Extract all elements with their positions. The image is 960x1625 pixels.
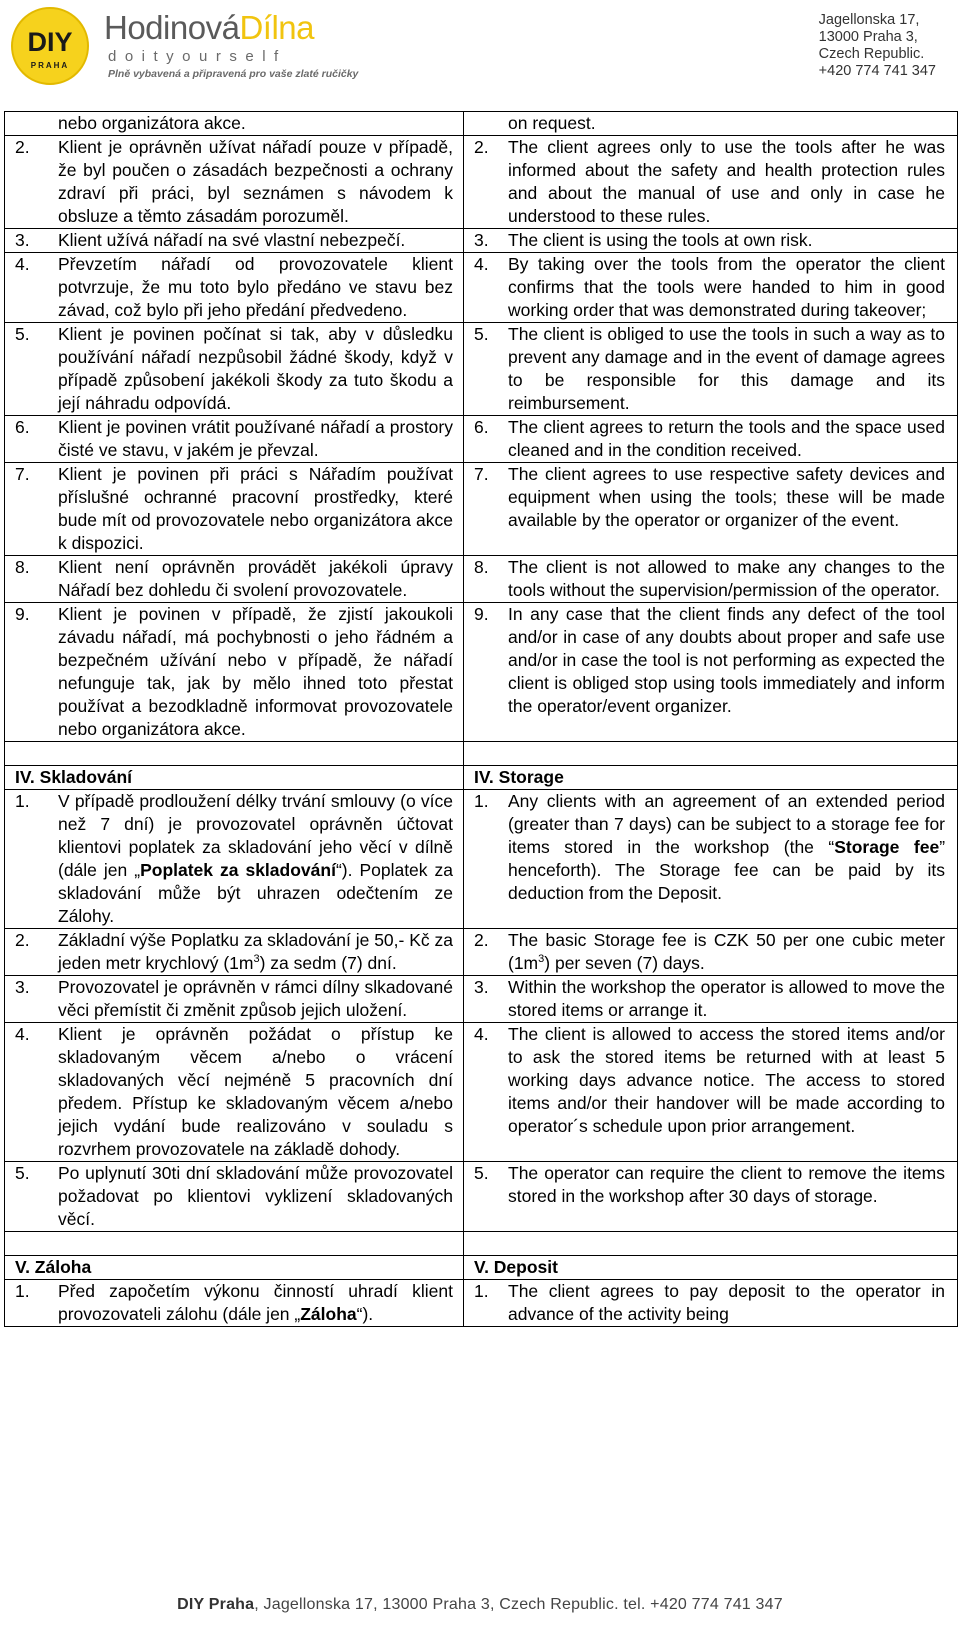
cz-cell [5, 1162, 464, 1232]
defined-term: Poplatek za skladování [140, 860, 336, 880]
clause-text: Po uplynutí 30ti dní skladování může provozovatel požadovat po klientovi vyklizení skladovaných věcí. [58, 1163, 453, 1229]
clause-text: The client is obliged to use the tools in such a way as to prevent any damage and in the event of damage agrees to be responsible for this damage and its reimbursement. [508, 324, 945, 413]
clause-item [5, 976, 463, 1022]
en-cell [464, 463, 958, 556]
empty-row [5, 742, 463, 765]
address-line: +420 774 741 347 [818, 63, 936, 79]
clause-item [464, 253, 957, 322]
clause-text: Within the workshop the operator is allowed to move the stored items or arrange it. [508, 977, 945, 1020]
table-row [5, 929, 958, 976]
clause-number: 1. [474, 791, 489, 811]
cz-cell [5, 463, 464, 556]
en-cell [464, 1232, 958, 1256]
table-row [5, 229, 958, 253]
clause-item [5, 136, 463, 228]
cz-cell [5, 976, 464, 1023]
clause-text [508, 790, 945, 905]
clause-text: The client is allowed to access the stored items and/or to ask the stored items be returned with at least 5 working days advance notice. The access to stored items and/or their handover will be made according to operator´s schedule upon prior arrangement. [508, 1024, 945, 1136]
clause-text-part: Any clients with an agreement of an extended period (greater than 7 days) can be subject to a storage fee for items stored in the workshop (the “ [508, 791, 945, 857]
clause-number: 3. [15, 230, 30, 250]
continued-text: nebo organizátora akce. [58, 113, 246, 133]
clause-text: By taking over the tools from the operator the client confirms that the tools were handed to him in good working order that was demonstrated during takeover; [508, 254, 945, 320]
clause-number: 4. [15, 1024, 30, 1044]
clause-number: 5. [15, 1163, 30, 1183]
table-row [5, 1023, 958, 1162]
terms-table [4, 111, 958, 1327]
table-row [5, 253, 958, 323]
clause-text-part: The basic Storage fee is CZK 50 per one cubic meter (1m [508, 930, 945, 973]
en-cell [464, 1023, 958, 1162]
table-row [5, 112, 958, 136]
clause-text-part: Před započetím výkonu činností uhradí klient provozovateli zálohu (dále jen „ [58, 1281, 453, 1324]
en-cell [464, 766, 958, 790]
clause-text: Klient je oprávněn užívat nářadí pouze v případě, že byl poučen o zásadách bezpečnosti a ochrany zdraví při práci, byl seznámen s návodem k obsluze a těmto zásadám porozuměl. [58, 137, 453, 226]
brand-name [104, 8, 358, 48]
clause-text [58, 1280, 453, 1326]
clause-number: 1. [15, 1281, 30, 1301]
clause-number: 2. [15, 137, 30, 157]
footer-company: DIY Praha [177, 1596, 255, 1613]
clause-text: In any case that the client finds any defect of the tool and/or in case of any doubts about proper and safe use and/or in case the tool is not performing as expected the client is obliged stop using tools immediately and inform the operator/event organizer. [508, 604, 945, 716]
clause-text-part: ) per seven (7) days. [544, 953, 705, 973]
en-cell [464, 1280, 958, 1327]
table-row [5, 766, 958, 790]
cz-cell [5, 790, 464, 929]
table-row [5, 416, 958, 463]
clause-number: 9. [474, 604, 489, 624]
clause-item [464, 603, 957, 718]
clause-item [464, 323, 957, 415]
clause-item [464, 790, 957, 905]
en-cell [464, 253, 958, 323]
brand-name-b: Dílna [239, 9, 314, 46]
clause-item [5, 323, 463, 415]
clause-text-part: “). Poplatek za skladování může být uhrazen odečtením ze Zálohy. [58, 860, 454, 926]
en-cell [464, 929, 958, 976]
cz-cell [5, 766, 464, 790]
section-heading: V. Deposit [474, 1257, 558, 1277]
clause-text-part: ) za sedm (7) dní. [259, 953, 397, 973]
address-line: 13000 Praha 3, [818, 29, 918, 45]
table-row [5, 790, 958, 929]
clause-number: 4. [474, 1024, 489, 1044]
logo-text: DIY [27, 27, 73, 57]
cz-cell [5, 323, 464, 416]
clause-item [5, 229, 463, 252]
en-cell [464, 323, 958, 416]
en-cell [464, 112, 958, 136]
defined-term: Záloha [300, 1304, 357, 1324]
clause-text: The client agrees only to use the tools after he was informed about the safety and health protection rules and about the manual of use and only in case he understood to these rules. [508, 137, 945, 226]
superscript: 3 [253, 953, 260, 966]
cz-cell [5, 929, 464, 976]
empty-row [464, 1232, 957, 1255]
en-cell [464, 790, 958, 929]
clause-item [5, 929, 463, 975]
clause-item [464, 1162, 957, 1208]
clause-number: 7. [474, 464, 489, 484]
cz-cell [5, 556, 464, 603]
clause-item [464, 556, 957, 602]
cz-cell [5, 136, 464, 229]
clause-item [464, 976, 957, 1022]
table-row [5, 463, 958, 556]
clause-item [464, 463, 957, 532]
table-row [5, 556, 958, 603]
clause-text: The client is not allowed to make any changes to the tools without the supervision/permission of the operator. [508, 557, 945, 600]
table-row [5, 1232, 958, 1256]
table-row [5, 1162, 958, 1232]
clause-item [5, 463, 463, 555]
clause-text [58, 929, 453, 975]
clause-item [5, 1280, 463, 1326]
clause-item [464, 1280, 957, 1326]
clause-text-part: Základní výše Poplatku za skladování je 50,- Kč za jeden metr krychlový (1m [58, 930, 453, 973]
defined-term: Storage fee [834, 837, 940, 857]
brand-tagline: Plně vybavená a připravená pro vaše zlaté ručičky [108, 68, 359, 80]
clause-number: 5. [474, 1163, 489, 1183]
section-heading: V. Záloha [15, 1257, 92, 1277]
clause-text: Převzetím nářadí od provozovatele klient potvrzuje, že mu toto bylo předáno ve stavu bez závad, což bylo při jeho předání předvedeno. [58, 254, 453, 320]
en-cell [464, 556, 958, 603]
en-cell [464, 1256, 958, 1280]
clause-number: 8. [15, 557, 30, 577]
clause-item [464, 1023, 957, 1138]
clause-text: Klient je povinen vrátit používané nářadí a prostory čisté ve stavu, v jakém je převzal. [58, 417, 453, 460]
en-cell [464, 136, 958, 229]
section-heading: IV. Skladování [15, 767, 133, 787]
clause-text-part: V případě prodloužení délky trvání smlouvy (o více než 7 dní) je provozovatel oprávněn účtovat klientovi poplatek za skladování jeho věcí v dílně (dále jen „ [58, 791, 453, 880]
clause-text: Klient užívá nářadí na své vlastní nebezpečí. [58, 230, 406, 250]
clause-item [464, 136, 957, 228]
address-line: Jagellonska 17, [818, 12, 920, 28]
clause-number: 9. [15, 604, 30, 624]
clause-item [5, 1162, 463, 1231]
clause-number: 1. [474, 1281, 489, 1301]
footer-text: , Jagellonska 17, 13000 Praha 3, Czech Republic. tel. +420 774 741 347 [254, 1596, 783, 1613]
en-cell [464, 1162, 958, 1232]
cz-cell [5, 1232, 464, 1256]
clause-text: The client agrees to return the tools and the space used cleaned and in the condition received. [508, 417, 945, 460]
table-row [5, 603, 958, 742]
clause-text-part: “). [356, 1304, 374, 1324]
cz-cell [5, 416, 464, 463]
clause-item [464, 929, 957, 975]
en-cell [464, 603, 958, 742]
en-cell [464, 976, 958, 1023]
en-cell [464, 742, 958, 766]
clause-number: 8. [474, 557, 489, 577]
cz-cell [5, 1023, 464, 1162]
clause-text: The client agrees to pay deposit to the operator in advance of the activity being [508, 1281, 945, 1324]
clause-number: 7. [15, 464, 30, 484]
clause-text: Klient je povinen v případě, že zjistí jakoukoli závadu nářadí, má pochybnosti o jeho řádném a bezpečném užívání nebo v případě, že nářadí nefunguje tak, jak by mělo ihned toto přestat používat a bezodkladně informovat provozovatele nebo organizátora akce. [58, 604, 453, 739]
cz-cell [5, 253, 464, 323]
table-row [5, 323, 958, 416]
clause-text [508, 929, 945, 975]
table-row [5, 1256, 958, 1280]
clause-item [5, 603, 463, 741]
table-row [5, 136, 958, 229]
clause-item [5, 1023, 463, 1161]
page-header [0, 0, 960, 100]
cz-cell [5, 1256, 464, 1280]
clause-text [58, 790, 453, 928]
clause-number: 6. [15, 417, 30, 437]
clause-text: Klient není oprávněn provádět jakékoli úpravy Nářadí bez dohledu či svolení provozovatele. [58, 557, 453, 600]
clause-text: Klient je povinen při práci s Nářadím používat příslušné ochranné pracovní prostředky, které bude mít od provozovatele nebo organizátora akce k dispozici. [58, 464, 453, 553]
clause-item [464, 229, 957, 252]
superscript: 3 [538, 953, 545, 966]
clause-item [5, 416, 463, 462]
clause-number: 4. [15, 254, 30, 274]
clause-number: 3. [474, 230, 489, 250]
clause-item [5, 556, 463, 602]
clause-number: 5. [15, 324, 30, 344]
en-cell [464, 416, 958, 463]
clause-text: The client is using the tools at own risk. [508, 230, 813, 250]
empty-row [5, 1232, 463, 1255]
clause-item [5, 790, 463, 928]
diy-logo [10, 6, 90, 86]
clause-number: 2. [15, 930, 30, 950]
clause-number: 3. [474, 977, 489, 997]
clause-number: 2. [474, 137, 489, 157]
table-row [5, 976, 958, 1023]
continued-text: on request. [508, 113, 596, 133]
brand [104, 8, 358, 80]
cz-cell [5, 112, 464, 136]
clause-text: The client agrees to use respective safety devices and equipment when using the tools; these will be made available by the operator or organizer of the event. [508, 464, 945, 530]
clause-number: 3. [15, 977, 30, 997]
brand-name-a: Hodinová [104, 9, 240, 46]
en-cell [464, 229, 958, 253]
clause-number: 4. [474, 254, 489, 274]
brand-sub: doityourself [108, 48, 287, 65]
cz-cell [5, 603, 464, 742]
clause-item [464, 416, 957, 462]
clause-item [5, 253, 463, 322]
clause-number: 5. [474, 324, 489, 344]
header-address [819, 12, 936, 80]
clause-text: Klient je oprávněn požádat o přístup ke skladovaným věcem a/nebo o vrácení skladovaných věcí nejméně 5 pracovních dní předem. Přístup ke skladovaným věcem a/nebo jejich vydání bude realizováno v souladu s rozvrhem provozovatele na základě dohody. [58, 1024, 453, 1159]
clause-text: Provozovatel je oprávněn v rámci dílny slkadované věci přemístit či změnit způsob jejich uložení. [58, 977, 453, 1020]
logo-sub: PRAHA [30, 61, 70, 70]
clause-text: Klient je povinen počínat si tak, aby v důsledku používání nářadí nezpůsobil žádné škody, když v případě způsobení jakékoli škody za tuto škodu a její náhradu odpovídá. [58, 324, 453, 413]
cz-cell [5, 229, 464, 253]
cz-cell [5, 1280, 464, 1327]
table-row [5, 742, 958, 766]
clause-number: 1. [15, 791, 30, 811]
cz-cell [5, 742, 464, 766]
table-row [5, 1280, 958, 1327]
address-line: Czech Republic. [818, 46, 925, 62]
page-footer [0, 1596, 960, 1614]
clause-number: 2. [474, 930, 489, 950]
section-heading: IV. Storage [474, 767, 564, 787]
clause-text: The operator can require the client to remove the items stored in the workshop after 30 days of storage. [508, 1163, 945, 1206]
empty-row [464, 742, 957, 765]
clause-number: 6. [474, 417, 489, 437]
clause-text-part: ” henceforth). The Storage fee can be paid by its deduction from the Deposit. [508, 837, 946, 903]
